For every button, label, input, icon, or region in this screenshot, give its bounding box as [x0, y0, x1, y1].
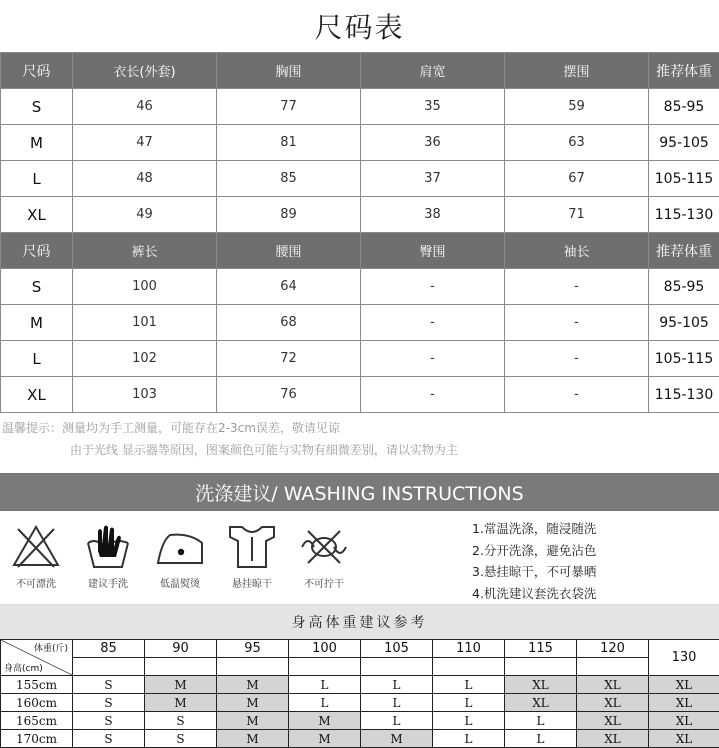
size-cell: L [505, 712, 577, 730]
size-cell: M [217, 676, 289, 694]
table-cell: 95-105 [649, 125, 719, 161]
column-header: 袖长 [505, 233, 649, 269]
size-cell: S [73, 712, 145, 730]
table-cell: 64 [217, 269, 361, 305]
table-cell: 115-130 [649, 197, 719, 233]
size-cell: L [361, 676, 433, 694]
care-label: 不可拧干 [304, 575, 344, 590]
size-cell: XL [649, 730, 719, 748]
table-cell: 63 [505, 125, 649, 161]
table-cell: L [1, 341, 73, 377]
size-cell: L [289, 676, 361, 694]
table-cell: 37 [361, 161, 505, 197]
hand-wash-icon [82, 521, 134, 571]
size-table-top [0, 52, 719, 233]
size-cell: S [73, 676, 145, 694]
table-cell: - [505, 377, 649, 413]
weight-header: 95 [217, 640, 289, 658]
weight-header: 100 [289, 640, 361, 658]
table-cell: - [361, 305, 505, 341]
table-row [1, 341, 719, 377]
size-cell: XL [649, 694, 719, 712]
table-cell: 81 [217, 125, 361, 161]
weight-axis-label: 体重(斤) [34, 641, 68, 654]
empty-cell [289, 658, 361, 676]
table-cell: S [1, 89, 73, 125]
column-header: 腰围 [217, 233, 361, 269]
size-cell: M [145, 694, 217, 712]
size-cell: M [217, 730, 289, 748]
table-cell: 100 [73, 269, 217, 305]
height-cell: 160cm [1, 694, 73, 712]
height-axis-label: 身高(cm) [4, 661, 43, 674]
table-cell: 102 [73, 341, 217, 377]
size-cell: S [73, 730, 145, 748]
column-header: 胸围 [217, 53, 361, 89]
table-row [1, 377, 719, 413]
table-cell: L [1, 161, 73, 197]
reference-row [1, 694, 719, 712]
size-cell: L [289, 694, 361, 712]
table-cell: 59 [505, 89, 649, 125]
empty-cell [73, 658, 145, 676]
size-table-bottom [0, 232, 719, 413]
weight-header: 120 [577, 640, 649, 658]
size-cell: M [289, 730, 361, 748]
size-cell: XL [577, 730, 649, 748]
table-cell: - [361, 377, 505, 413]
weight-header: 130 [649, 640, 719, 676]
table-cell: - [361, 341, 505, 377]
table-cell: 49 [73, 197, 217, 233]
table-cell: 115-130 [649, 377, 719, 413]
weight-header-spacer [1, 658, 719, 676]
empty-cell [577, 658, 649, 676]
weight-header: 110 [433, 640, 505, 658]
table-cell: 105-115 [649, 341, 719, 377]
table-cell: M [1, 305, 73, 341]
table-cell: 76 [217, 377, 361, 413]
table-cell: 95-105 [649, 305, 719, 341]
size-cell: S [73, 694, 145, 712]
table-cell: S [1, 269, 73, 305]
size-table-bottom-header [1, 233, 719, 269]
table-cell: - [505, 305, 649, 341]
size-cell: L [433, 694, 505, 712]
weight-header-row [1, 640, 719, 658]
column-header: 尺码 [1, 53, 73, 89]
size-cell: L [433, 712, 505, 730]
care-item-hand-wash [76, 521, 140, 590]
size-cell: XL [577, 676, 649, 694]
care-item-no-bleach [4, 521, 68, 590]
height-weight-table [0, 639, 719, 748]
empty-cell [505, 658, 577, 676]
washing-section [0, 511, 719, 605]
table-cell: 67 [505, 161, 649, 197]
table-cell: XL [1, 377, 73, 413]
table-cell: 85-95 [649, 269, 719, 305]
no-wring-icon [298, 521, 350, 571]
table-row [1, 89, 719, 125]
weight-header: 105 [361, 640, 433, 658]
washing-tips [360, 511, 719, 604]
size-cell: M [145, 676, 217, 694]
table-row [1, 125, 719, 161]
height-cell: 170cm [1, 730, 73, 748]
size-cell: XL [577, 694, 649, 712]
size-cell: L [433, 730, 505, 748]
low-iron-icon [154, 521, 206, 571]
height-cell: 165cm [1, 712, 73, 730]
care-label: 不可漂洗 [16, 575, 56, 590]
corner-cell [1, 640, 73, 676]
column-header: 臀围 [361, 233, 505, 269]
table-row [1, 197, 719, 233]
care-item-no-wring [292, 521, 356, 590]
size-cell: S [145, 730, 217, 748]
empty-cell [145, 658, 217, 676]
tip-1: 1.常温洗涤，随浸随洗 [472, 518, 719, 540]
size-cell: XL [505, 694, 577, 712]
table-row [1, 305, 719, 341]
reference-row [1, 676, 719, 694]
table-cell: 68 [217, 305, 361, 341]
measurement-notes [0, 417, 719, 461]
empty-cell [361, 658, 433, 676]
table-cell: XL [1, 197, 73, 233]
table-cell: 105-115 [649, 161, 719, 197]
column-header: 尺码 [1, 233, 73, 269]
care-item-hang-dry [220, 521, 284, 590]
reference-title: 身高体重建议参考 [0, 605, 719, 639]
table-cell: - [505, 341, 649, 377]
size-cell: XL [649, 712, 719, 730]
size-cell: M [289, 712, 361, 730]
column-header: 衣长(外套) [73, 53, 217, 89]
table-cell: 47 [73, 125, 217, 161]
column-header: 推荐体重 [649, 53, 719, 89]
size-cell: L [361, 712, 433, 730]
size-cell: XL [649, 676, 719, 694]
height-cell: 155cm [1, 676, 73, 694]
tip-3: 3.悬挂晾干，不可暴晒 [472, 561, 719, 583]
care-label: 建议手洗 [88, 575, 128, 590]
table-cell: 85 [217, 161, 361, 197]
table-cell: 46 [73, 89, 217, 125]
table-cell: 36 [361, 125, 505, 161]
size-cell: L [361, 694, 433, 712]
weight-header: 115 [505, 640, 577, 658]
care-label: 悬挂晾干 [232, 575, 272, 590]
column-header: 推荐体重 [649, 233, 719, 269]
size-cell: L [433, 676, 505, 694]
table-cell: 89 [217, 197, 361, 233]
size-cell: XL [577, 712, 649, 730]
table-row [1, 161, 719, 197]
tip-2: 2.分开洗涤，避免沾色 [472, 540, 719, 562]
care-icons [0, 511, 360, 604]
table-cell: - [361, 269, 505, 305]
size-cell: M [361, 730, 433, 748]
no-bleach-icon [10, 521, 62, 571]
table-cell: 85-95 [649, 89, 719, 125]
table-cell: 101 [73, 305, 217, 341]
size-cell: M [217, 694, 289, 712]
column-header: 裤长 [73, 233, 217, 269]
care-item-low-iron [148, 521, 212, 590]
table-cell: 103 [73, 377, 217, 413]
table-cell: 72 [217, 341, 361, 377]
washing-title: 洗涤建议/ WASHING INSTRUCTIONS [0, 473, 719, 511]
table-cell: 38 [361, 197, 505, 233]
note-line-1: 温馨提示：测量均为手工测量，可能存在2-3cm误差，敬请见谅 [2, 417, 719, 439]
size-cell: L [505, 730, 577, 748]
table-row [1, 269, 719, 305]
column-header: 摆围 [505, 53, 649, 89]
size-cell: S [145, 712, 217, 730]
reference-row [1, 712, 719, 730]
reference-row [1, 730, 719, 748]
weight-header: 90 [145, 640, 217, 658]
empty-cell [433, 658, 505, 676]
table-cell: 35 [361, 89, 505, 125]
size-cell: XL [505, 676, 577, 694]
table-cell: 77 [217, 89, 361, 125]
table-cell: 48 [73, 161, 217, 197]
page-title: 尺码表 [0, 0, 719, 52]
tip-4: 4.机洗建议套洗衣袋洗 [472, 583, 719, 605]
care-label: 低温熨烫 [160, 575, 200, 590]
note-line-2: 由于光线 显示器等原因，图案颜色可能与实物有细微差别，请以实物为主 [2, 439, 719, 461]
weight-header: 85 [73, 640, 145, 658]
size-table-top-header [1, 53, 719, 89]
table-cell: - [505, 269, 649, 305]
column-header: 肩宽 [361, 53, 505, 89]
size-cell: M [217, 712, 289, 730]
hang-dry-icon [226, 521, 278, 571]
empty-cell [217, 658, 289, 676]
table-cell: M [1, 125, 73, 161]
table-cell: 71 [505, 197, 649, 233]
